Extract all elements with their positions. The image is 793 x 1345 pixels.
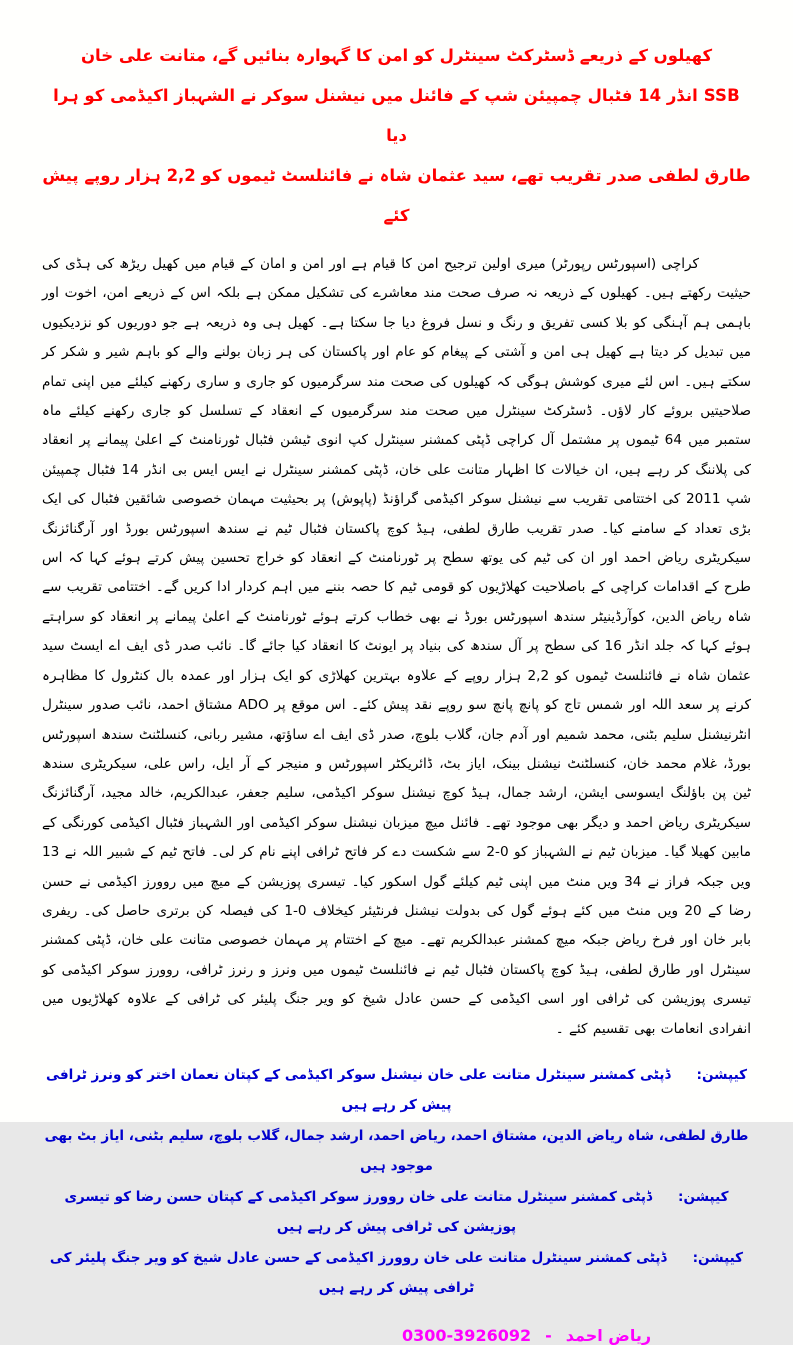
caption-line-1 xyxy=(42,1060,751,1121)
headline-line-3: طارق لطفی صدر تقریب تھے، سید عثمان شاہ نے فائنلسٹ ٹیموں کو 2,2 ہزار روپے پیش کئے xyxy=(42,166,751,225)
separator: - xyxy=(545,1325,552,1345)
headline-block xyxy=(42,36,751,236)
phone-number: 0300-3926092 xyxy=(402,1325,532,1345)
caption-label: کیپشن: xyxy=(696,1066,748,1083)
headline-line-1: کھیلوں کے ذریعے ڈسٹرکٹ سینٹرل کو امن کا گہوارہ بنائیں گے، متانت علی خان xyxy=(80,46,713,65)
caption-text: ڈپٹی کمشنر سینٹرل متانت علی خان روورز سوکر اکیڈمی کے کپتان حسن رضا کو تیسری پوزیشن کی ٹرافی پیش کر رہے ہیں xyxy=(64,1188,653,1236)
caption-line-4 xyxy=(42,1243,751,1304)
caption-text: طارق لطفی، شاہ ریاض الدین، مشتاق احمد، ریاض احمد، ارشد جمال، گلاب بلوچ، سلیم بٹنی، ایاز بٹ بھی موجود ہیں xyxy=(44,1127,749,1175)
caption-label: کیپشن: xyxy=(692,1249,744,1266)
caption-text: ڈپٹی کمشنر سینٹرل متانت علی خان نیشنل سوکر اکیڈمی کے کپتان نعمان اختر کو ونرز ٹرافی پیش کر رہے ہیں xyxy=(45,1066,671,1114)
caption-text: ڈپٹی کمشنر سینٹرل متانت علی خان روورز اکیڈمی کے حسن عادل شیخ کو ویر جنگ پلیئر کی ٹرافی پیش کر رہے ہیں xyxy=(49,1249,667,1297)
caption-line-3 xyxy=(42,1182,751,1243)
caption-line-2 xyxy=(42,1121,751,1182)
caption-label: کیپشن: xyxy=(678,1188,729,1205)
captions-block xyxy=(42,1060,751,1304)
contact-line xyxy=(42,1326,751,1345)
reporter-name: ریاض احمد xyxy=(565,1325,652,1345)
article-body: کراچی (اسپورٹس رپورٹر) میری اولین ترجیح امن کا قیام ہے اور امن و امان کے قیام میں کھیل ریڑھ کی ہڈی کی حیثیت رکھتے ہیں۔ کھیلوں کے ذریعہ نہ صرف صحت مند معاشرے کی تشکیل ممکن ہے بلکہ اس کے ذریعے امن، اخوت اور باہمی ہم آہنگی کو بلا کسی تفریق و رنگ و نسل فروغ دیا جا سکتا ہے۔ کھیل ہی وہ ذریعہ ہے جو دوریوں کو نزدیکیوں میں تبدیل کر دیتا ہے کھیل ہی امن و آشتی کے پیغام کو عام اور پاکستان کی ہر زبان بولنے والے کو باہم شیر و شکر کر سکتے ہیں۔ اس لئے میری کوشش ہوگی کہ کھیلوں کی صحت مند سرگرمیوں کو جاری و ساری رکھنے کیلئے میں اپنی تمام صلاحیتیں بروئے کار لاؤں۔ ڈسٹرکٹ سینٹرل میں صحت مند سرگرمیوں کے انعقاد کے تسلسل کو جاری رکھنے کیلئے ماہ ستمبر میں 64 ٹیموں پر مشتمل آل کراچی ڈپٹی کمشنر سینٹرل کپ انوی ٹیشن فٹبال ٹورنامنٹ کے اعلیٰ پیمانے پر انعقاد کی پلاننگ کر رہے ہیں، ان خیالات کا اظہار متانت علی خان، ڈپٹی کمشنر سینٹرل نے ایس ایس بی انڈر 14 فٹبال چمپیئن شپ 2011 کی اختتامی تقریب سے نیشنل سوکر اکیڈمی گراؤنڈ (پاپوش) پر بحیثیت مہمان خصوصی شائقین فٹبال کی ایک بڑی تعداد کے سامنے کیا۔ صدر تقریب طارق لطفی، ہیڈ کوچ پاکستان فٹبال ٹیم نے سندھ اسپورٹس بورڈ اور آرگنائزنگ سیکریٹری ریاض احمد اور ان کی ٹیم کی یوتھ سطح پر ٹورنامنٹ کے انعقاد کو خراج تحسین پیش کرتے ہوئے کہا کہ اس طرح کے اقدامات کراچی کے باصلاحیت کھلاڑیوں کو قومی ٹیم کا حصہ بننے میں اہم کردار ادا کریں گے۔ اختتامی تقریب سے شاہ ریاض الدین، کوآرڈینیٹر سندھ اسپورٹس بورڈ نے بھی خطاب کرتے ہوئے ٹورنامنٹ کے اعلیٰ پیمانے پر انعقاد کو سراہتے ہوئے کہا کہ جلد انڈر 16 کی سطح پر آل سندھ کی بنیاد پر ایونٹ کا انعقاد کیا جائے گا۔ نائب صدر ڈی ایف اے ایسٹ سید عثمان شاہ نے فائنلسٹ ٹیموں کو 2,2 ہزار روپے کے علاوہ بہترین کھلاڑی کو ایک ہزار اور عمدہ بال کنٹرول کا مظاہرہ کرنے پر سعد اللہ اور شمس تاج کو پانچ پانچ سو روپے نقد پیش کئے۔ اس موقع پر ADO مشتاق احمد، نائب صدور سینٹرل انٹرنیشنل سلیم بٹنی، محمد شمیم اور آدم جان، گلاب بلوچ، صدر ڈی ایف اے ساؤتھ، مشیر ربانی، کنسلٹنٹ سندھ اسپورٹس بورڈ، غلام محمد خان، کنسلٹنٹ نیشنل بینک، ایاز بٹ، ڈائریکٹر اسپورٹس و منیجر کے آر ایل، راس علی، سیکریٹری سندھ ٹین پن باؤلنگ ایسوسی ایشن، ارشد جمال، ہیڈ کوچ نیشنل سوکر اکیڈمی، سلیم جعفر، عبدالکریم، خالد مجید، آرگنائزنگ سیکریٹری ریاض احمد و دیگر بھی موجود تھے۔ فائنل میچ میزبان نیشنل سوکر اکیڈمی اور الشہباز فٹبال اکیڈمی کورنگی کے مابین کھیلا گیا۔ میزبان ٹیم نے الشہباز کو 0-2 سے شکست دے کر فاتح ٹرافی اپنے نام کر لی۔ فاتح ٹیم کے شبیر اللہ نے 13 ویں جبکہ فراز نے 34 ویں منٹ میں اپنی ٹیم کیلئے گول اسکور کیا۔ تیسری پوزیشن کے میچ میں روورز اکیڈمی نے حسن رضا کے 20 ویں منٹ میں کئے ہوئے گول کی بدولت نیشنل فرنٹیئر کیخلاف 0-1 کی فیصلہ کن برتری حاصل کی۔ ریفری بابر خان اور فرخ ریاض جبکہ میچ کمشنر عبدالکریم تھے۔ میچ کے اختتام پر مہمان خصوصی متانت علی خان، ڈپٹی کمشنر سینٹرل اور طارق لطفی، ہیڈ کوچ پاکستان فٹبال ٹیم نے فائنلسٹ ٹیموں میں ونرز و رنرز ٹرافی، روورز سوکر اکیڈمی کو تیسری پوزیشن کی ٹرافی اور اسی اکیڈمی کے حسن عادل شیخ کو ویر جنگ پلیئر کی ٹرافی کے علاوہ کھلاڑیوں میں انفرادی انعامات بھی تقسیم کئے ۔ xyxy=(42,256,752,1037)
headline-line-2: SSB انڈر 14 فٹبال چمپیئن شپ کے فائنل میں نیشنل سوکر نے الشہباز اکیڈمی کو ہرا دیا xyxy=(53,86,740,145)
